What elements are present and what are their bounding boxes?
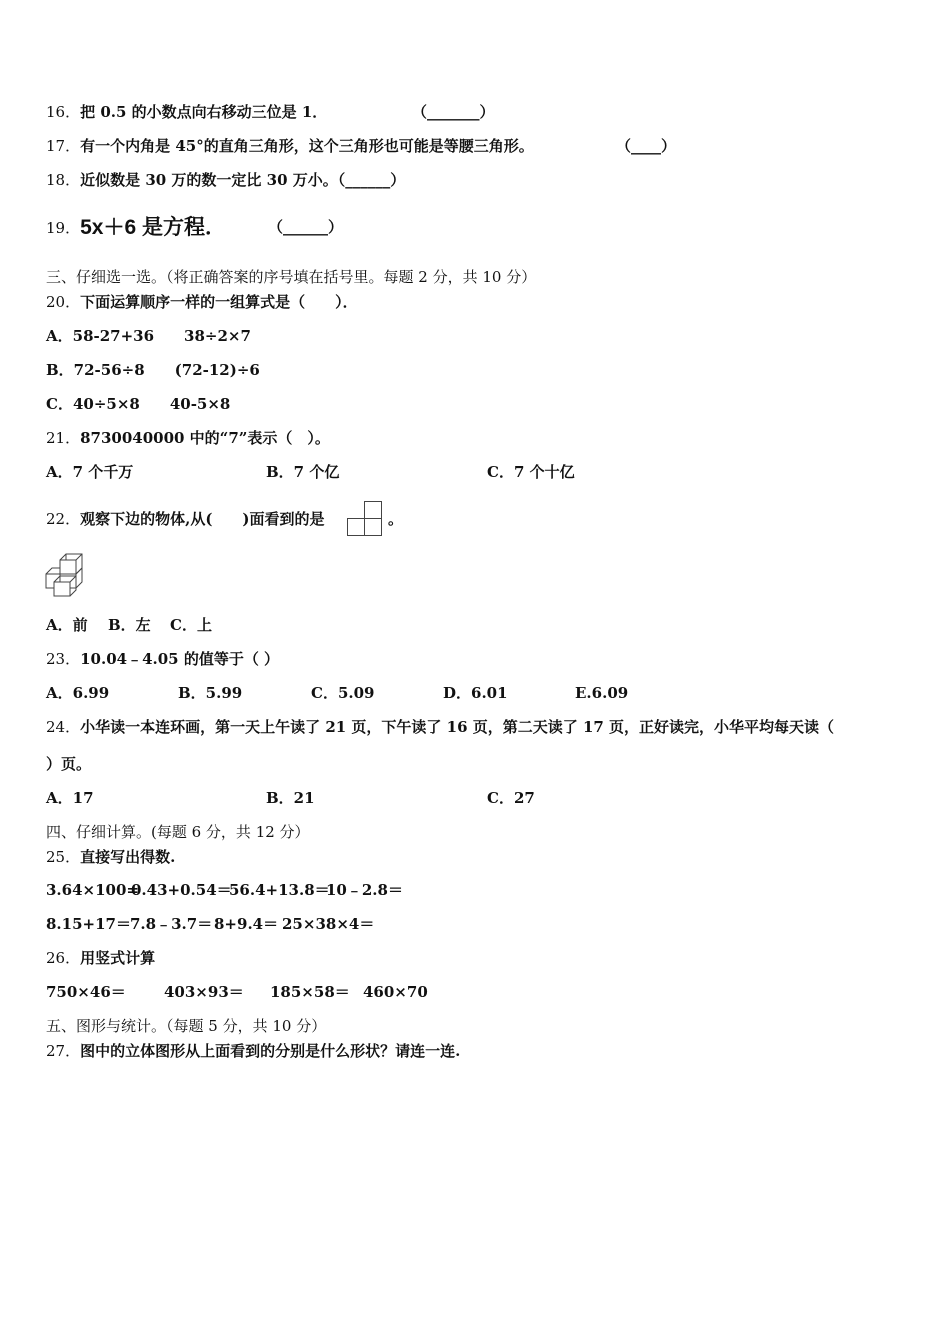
calc-item: 25×38×4＝	[282, 915, 375, 933]
calc-item: 185×58＝	[270, 983, 350, 1001]
cube-stack-figure	[44, 552, 86, 598]
question-text: 近似数是 30 万的数一定比 30 万小。（______）	[80, 171, 406, 189]
calc-item: 8+9.4＝	[214, 915, 279, 933]
calc-item: 10﹣2.8＝	[326, 881, 403, 899]
question-27	[46, 1041, 460, 1061]
question-25	[46, 847, 175, 867]
question-number: 24．	[46, 718, 81, 736]
question-23	[46, 649, 279, 669]
question-16	[46, 102, 495, 122]
question-text: 观察下边的物体,从( )面看到的是	[80, 510, 325, 528]
option-20-c[interactable]: C．40÷5×8 40-5×8	[46, 395, 231, 413]
question-number: 19．	[46, 219, 81, 237]
option-20-b[interactable]: B．72-56÷8 (72-12)÷6	[46, 361, 260, 379]
question-number: 17．	[46, 137, 81, 155]
top-view-diagram	[346, 500, 384, 538]
option-20-a[interactable]: A．58-27+36 38÷2×7	[46, 327, 251, 345]
question-number: 26．	[46, 949, 81, 967]
option-21-b[interactable]: B．7 个亿	[266, 463, 340, 481]
option-23-c[interactable]: C．5.09	[311, 684, 375, 702]
question-24-continued: ）页。	[46, 755, 92, 773]
question-number: 20．	[46, 293, 81, 311]
option-23-b[interactable]: B．5.99	[178, 684, 243, 702]
option-22-c[interactable]: C．上	[170, 616, 212, 634]
question-text-end: 。	[388, 510, 404, 528]
question-number: 21．	[46, 429, 81, 447]
question-number: 22．	[46, 510, 81, 528]
option-23-e[interactable]: E.6.09	[575, 684, 629, 702]
calc-item: 460×70	[363, 983, 428, 1001]
question-text: 8730040000 中的“7”表示（ ）。	[80, 429, 330, 447]
question-text: 用竖式计算	[80, 949, 156, 967]
question-text: 把 0.5 的小数点向右移动三位是 1．	[80, 103, 328, 121]
answer-blank[interactable]: （______）	[268, 218, 344, 236]
question-number: 23．	[46, 650, 81, 668]
option-21-a[interactable]: A．7 个千万	[46, 463, 134, 481]
question-text: 小华读一本连环画，第一天上午读了 21 页，下午读了 16 页，第二天读了 17 页，正好读完，小华平均每天读（	[80, 718, 835, 736]
calc-item: 750×46＝	[46, 983, 126, 1001]
calc-item: 8.15+17＝	[46, 915, 131, 933]
section-4-title: 四、仔细计算。(每题 6 分，共 12 分）	[46, 823, 310, 841]
answer-blank[interactable]: （____）	[616, 137, 677, 155]
question-21	[46, 428, 330, 448]
question-19	[46, 213, 344, 243]
question-20	[46, 292, 358, 312]
section-3-title: 三、仔细选一选。（将正确答案的序号填在括号里。每题 2 分，共 10 分）	[46, 268, 537, 286]
calc-item: 0.43+0.54＝	[131, 881, 232, 899]
question-text: 有一个内角是 45°的直角三角形，这个三角形也可能是等腰三角形。	[80, 137, 534, 155]
question-number: 16．	[46, 103, 81, 121]
answer-blank[interactable]: （_______）	[412, 103, 495, 121]
calc-item: 403×93＝	[164, 983, 244, 1001]
question-number: 25．	[46, 848, 81, 866]
question-18	[46, 170, 405, 190]
question-text: 直接写出得数.	[80, 848, 176, 866]
option-22-b[interactable]: B．左	[108, 616, 151, 634]
option-24-a[interactable]: A．17	[46, 789, 94, 807]
question-22	[46, 509, 404, 529]
question-text: 10.04﹣4.05 的值等于（ ）	[80, 650, 280, 668]
section-5-title: 五、图形与统计。（每题 5 分，共 10 分）	[46, 1017, 327, 1035]
question-number: 27．	[46, 1042, 81, 1060]
option-23-d[interactable]: D．6.01	[443, 684, 508, 702]
option-24-b[interactable]: B．21	[266, 789, 315, 807]
option-23-a[interactable]: A．6.99	[46, 684, 110, 702]
question-24	[46, 717, 834, 737]
question-text: 下面运算顺序一样的一组算式是（ ）．	[80, 293, 358, 311]
equation-expression: 5x＋6 是方程．	[80, 216, 226, 239]
option-21-c[interactable]: C．7 个十亿	[487, 463, 575, 481]
question-17	[46, 136, 677, 156]
question-number: 18．	[46, 171, 81, 189]
question-text: 图中的立体图形从上面看到的分别是什么形状？请连一连.	[80, 1042, 461, 1060]
calc-item: 56.4+13.8＝	[229, 881, 330, 899]
option-22-a[interactable]: A．前	[46, 616, 88, 634]
calc-item: 7.8﹣3.7＝	[130, 915, 213, 933]
calc-item: 3.64×100=	[46, 881, 139, 899]
question-26	[46, 948, 155, 968]
option-24-c[interactable]: C．27	[487, 789, 535, 807]
